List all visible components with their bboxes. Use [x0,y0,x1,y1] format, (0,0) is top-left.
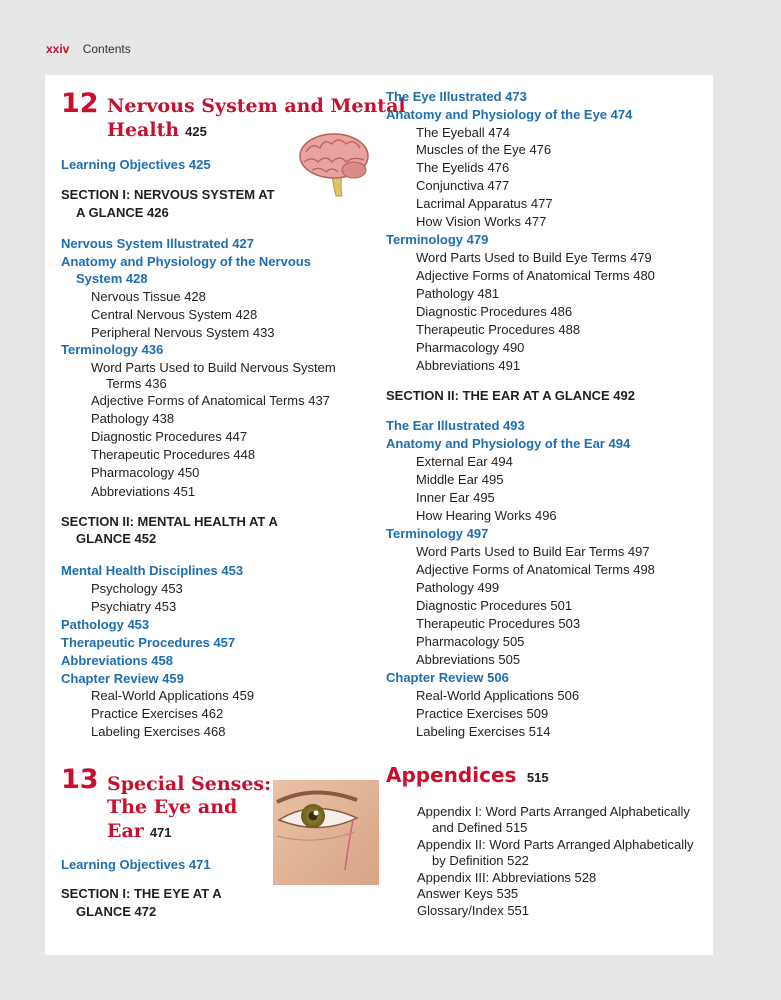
page-number: xxiv [46,42,70,56]
ch13-toc-section-heading: SECTION II: THE EAR AT A GLANCE 492 [386,388,635,403]
ch13-toc-entry: Muscles of the Eye 476 [416,142,552,157]
ch13-toc-link[interactable]: Terminology 479 [386,232,489,247]
ch12-toc-link[interactable]: Pathology 453 [61,617,150,632]
ch12-toc-link[interactable]: Therapeutic Procedures 457 [61,635,236,650]
ch13-toc-entry: Middle Ear 495 [416,472,504,487]
ch13-toc-entry: Real-World Applications 506 [416,688,580,703]
ch12-toc-section-heading: GLANCE 452 [76,531,157,546]
chapter-12-title-line2: Health 425 [107,119,207,141]
ch12-toc-section-heading: A GLANCE 426 [76,205,169,220]
chapter-13-title-line1: Special Senses: [107,773,272,795]
ch13-toc-entry: Diagnostic Procedures 486 [416,304,573,319]
chapter-13-title-line2: The Eye and [107,796,238,818]
ch12-toc-entry: Labeling Exercises 468 [91,724,226,739]
ch13-toc-entry: How Vision Works 477 [416,214,547,229]
ch12-toc-link[interactable]: Anatomy and Physiology of the Nervous [61,254,311,269]
ch13-toc-section-heading: SECTION I: THE EYE AT A [61,886,222,901]
chapter-13-number: 13 [61,764,99,795]
ch13-toc-entry: Therapeutic Procedures 503 [416,616,581,631]
ch12-toc-entry: Psychology 453 [91,581,183,596]
ch12-toc-entry: Psychiatry 453 [91,599,177,614]
ch12-toc-entry: Practice Exercises 462 [91,706,224,721]
ch13-toc-entry: External Ear 494 [416,454,513,469]
ch12-toc-entry: Abbreviations 451 [91,484,196,499]
ch12-toc-link[interactable]: Abbreviations 458 [61,653,173,668]
ch13-toc-entry: Conjunctiva 477 [416,178,510,193]
ch13-toc-link[interactable]: Chapter Review 506 [386,670,509,685]
ch12-toc-entry: Therapeutic Procedures 448 [91,447,256,462]
ch12-toc-link[interactable]: System 428 [76,271,148,286]
ch13-toc-entry: Pathology 499 [416,580,500,595]
appendix-entry[interactable]: and Defined 515 [432,820,528,835]
ch12-toc-entry: Word Parts Used to Build Nervous System [91,360,336,375]
ch12-toc-entry: Terms 436 [106,376,167,391]
ch13-toc-entry: How Hearing Works 496 [416,508,557,523]
ch13-toc-entry: Pathology 481 [416,286,500,301]
ch13-toc-entry: Labeling Exercises 514 [416,724,551,739]
ch12-toc-entry: Peripheral Nervous System 433 [91,325,275,340]
running-header [46,42,131,56]
ch13-toc-entry: Word Parts Used to Build Eye Terms 479 [416,250,652,265]
appendix-entry[interactable]: Glossary/Index 551 [417,903,530,918]
ch13-toc-entry: Pharmacology 505 [416,634,525,649]
ch12-toc-link[interactable]: Terminology 436 [61,342,164,357]
appendices-heading [386,763,549,787]
ch12-toc-entry: Pathology 438 [91,411,175,426]
appendices-title: Appendices [386,763,517,787]
ch13-toc-entry: The Eyelids 476 [416,160,510,175]
ch13-toc-entry: Pharmacology 490 [416,340,525,355]
chapter-13-page: 471 [149,825,172,840]
ch13-toc-entry: Lacrimal Apparatus 477 [416,196,553,211]
ch13-toc-link[interactable]: Anatomy and Physiology of the Eye 474 [386,107,633,122]
brain-illustration-icon [298,128,372,198]
appendices-page: 515 [526,770,549,785]
ch12-toc-entry: Real-World Applications 459 [91,688,255,703]
chapter-12-page: 425 [185,124,207,139]
ch13-toc-entry: Practice Exercises 509 [416,706,549,721]
ch13-toc-link[interactable]: Anatomy and Physiology of the Ear 494 [386,436,631,451]
ch12-toc-entry: Nervous Tissue 428 [91,289,206,304]
ch13-toc-entry: Adjective Forms of Anatomical Terms 498 [416,562,655,577]
ch13-toc-link[interactable]: The Ear Illustrated 493 [386,418,525,433]
ch12-toc-link[interactable]: Chapter Review 459 [61,671,184,686]
ch13-toc-link[interactable]: Learning Objectives 471 [61,857,211,872]
ch13-toc-entry: Diagnostic Procedures 501 [416,598,573,613]
ch12-toc-entry: Central Nervous System 428 [91,307,258,322]
ch13-toc-entry: Adjective Forms of Anatomical Terms 480 [416,268,655,283]
ch12-toc-link[interactable]: Nervous System Illustrated 427 [61,236,254,251]
ch13-toc-entry: The Eyeball 474 [416,125,510,140]
chapter-13-title-line3: Ear 471 [107,820,172,842]
chapter-12-number: 12 [61,88,99,119]
appendix-entry[interactable]: Appendix III: Abbreviations 528 [417,870,597,885]
ch12-toc-section-heading: SECTION II: MENTAL HEALTH AT A [61,514,278,529]
appendix-entry[interactable]: Appendix II: Word Parts Arranged Alphabetically [417,837,694,852]
appendix-entry[interactable]: Answer Keys 535 [417,886,519,901]
ch13-toc-entry: Abbreviations 491 [416,358,521,373]
ch13-toc-entry: Word Parts Used to Build Ear Terms 497 [416,544,650,559]
ch13-toc-entry: Inner Ear 495 [416,490,495,505]
running-section: Contents [82,42,131,56]
contents-panel [45,75,713,955]
eye-illustration-icon [273,780,379,885]
ch13-toc-entry: Abbreviations 505 [416,652,521,667]
ch13-toc-section-heading: GLANCE 472 [76,904,157,919]
ch12-toc-link[interactable]: Learning Objectives 425 [61,157,211,172]
ch13-toc-link[interactable]: Terminology 497 [386,526,489,541]
appendix-entry[interactable]: Appendix I: Word Parts Arranged Alphabetically [417,804,690,819]
appendix-entry[interactable]: by Definition 522 [432,853,529,868]
chapter-12-title-line1: Nervous System and Mental [107,95,406,117]
ch12-toc-entry: Adjective Forms of Anatomical Terms 437 [91,393,330,408]
ch12-toc-entry: Diagnostic Procedures 447 [91,429,248,444]
ch12-toc-section-heading: SECTION I: NERVOUS SYSTEM AT [61,187,275,202]
ch12-toc-link[interactable]: Mental Health Disciplines 453 [61,563,244,578]
ch13-toc-entry: Therapeutic Procedures 488 [416,322,581,337]
ch12-toc-entry: Pharmacology 450 [91,465,200,480]
ch13-toc-link[interactable]: The Eye Illustrated 473 [386,89,527,104]
